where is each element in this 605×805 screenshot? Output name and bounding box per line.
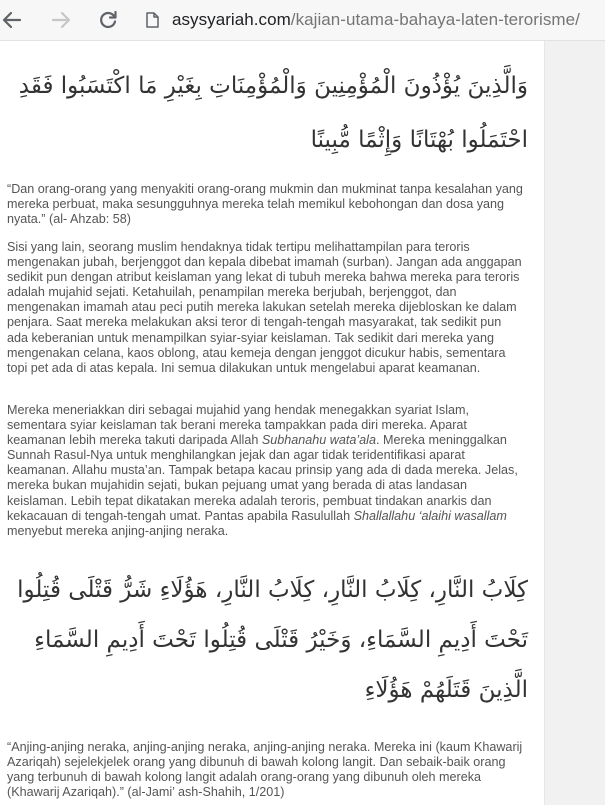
url-path: /kajian-utama-bahaya-laten-terorisme/ <box>290 10 580 29</box>
reload-button[interactable] <box>96 8 120 32</box>
address-bar[interactable] <box>172 9 580 31</box>
paragraph-3-text-c: menyebut mereka anjing-anjing neraka. <box>7 523 229 538</box>
translation-paragraph-2: “Anjing-anjing neraka, anjing-anjing neraka, anjing-anjing neraka. Mereka ini (kaum Khawarij Azariqah) sejelekjelek orang yang dibunuh di bawah kolong langit. Dan sebaik-baik orang yang terbunuh di bawah kolong langit adalah orang-orang yang dibunuh oleh mereka (Khawarij Azariqah).” (al-Jami’ ash-Shahih, 1/201) <box>7 740 523 800</box>
article-paragraph-3 <box>7 403 525 539</box>
paragraph-3-text-a: Mereka meneriakkan diri sebagai mujahid yang hendak menegakkan syariat Islam, sementara syiar keislaman tak berani mereka tampakkan pada diri mereka. Aparat keamanan lebih mereka takuti daripada Allah <box>7 403 470 448</box>
translation-paragraph-1: “Dan orang-orang yang menyakiti orang-orang mukmin dan mukminat tanpa kesalahan yang mereka perbuat, maka sesungguhnya mereka telah memikul kebohongan dan dosa yang nyata.” (al- Ahzab: 58) <box>7 182 523 227</box>
back-button[interactable] <box>0 8 24 32</box>
article-paragraph-2: Sisi yang lain, seorang muslim hendaknya tidak tertipu melihattampilan para teroris mengenakan jubah, berjenggot dan kepala dibebat imamah (surban). Jangan ada anggapan sedikit pun dengan atribut keislaman yang lekat di tubuh mereka bahwa mereka para teroris adalah mujahid sejati. Ketahuilah, penampilan mereka berjubah, berjenggot, dan mengenakan imamah atau peci putih mereka lakukan setelah mereka dijebloskan ke dalam penjara. Saat mereka melakukan aksi teror di tengah-tengah masyarakat, tak sedikit pun ada keberanian untuk menampilkan syiar-syiar keislaman. Tak sedikit dari mereka yang mengenakan celana, kaos oblong, atau kemeja dengan jenggot dicukur habis, sementara topi pet ada di atas kepala. Ini semua dilakukan untuk mengelabui aparat keamanan. <box>7 240 522 375</box>
arabic-verse-1: وَالَّذِينَ يُؤْذُونَ الْمُؤْمِنِينَ وَالْمُؤْمِنَاتِ بِغَيْرِ مَا اكْتَسَبُوا فَقَدِ احْتَمَلُوا بُهْتَانًا وَإِثْمًا مُّبِينًا <box>18 73 528 153</box>
paragraph-3-emphasis-2: Shallallahu ‘alaihi wasallam <box>353 508 507 523</box>
paragraph-3-emphasis-1: Subhanahu wata’ala <box>261 433 376 448</box>
arrow-right-icon <box>50 9 72 31</box>
paragraph-3-text-b: . Mereka meninggalkan Sunnah Rasul-Nya untuk menghilangkan jejak dan agar tidak teridentifikasi aparat keamanan. Allahu musta’an. Tampak betapa kacau prinsip yang ada di dada mereka. Jelas, mereka bukan mujahidin sejati, bukan pejuang umat yang berada di atas landasan keislaman. Lebih tepat dikatakan mereka adalah teroris, pembuat tindakan anarkis dan kekacauan di tengah-tengah umat. Pantas apabila Rasulullah <box>7 433 518 523</box>
arrow-left-icon <box>1 9 23 31</box>
browser-toolbar <box>0 0 605 41</box>
article-page <box>0 41 544 805</box>
arabic-hadith-2: كِلَابُ النَّارِ، كِلَابُ النَّارِ، كِلَابُ النَّارِ، هَؤُلَاءِ شَرُّ قَتْلَى قُتِلُوا تَحْتَ أَدِيمِ السَّمَاءِ، وَخَيْرُ قَتْلَى قُتِلُوا تَحْتَ أَدِيمِ السَّمَاءِ الَّذِينَ قَتَلَهُمْ هَؤُلَاءِ <box>17 577 528 703</box>
page-side-gutter <box>544 41 605 805</box>
url-host: asysyariah.com <box>172 10 291 29</box>
reload-icon <box>97 9 119 31</box>
forward-button[interactable] <box>49 8 73 32</box>
page-info-icon[interactable] <box>145 12 159 28</box>
